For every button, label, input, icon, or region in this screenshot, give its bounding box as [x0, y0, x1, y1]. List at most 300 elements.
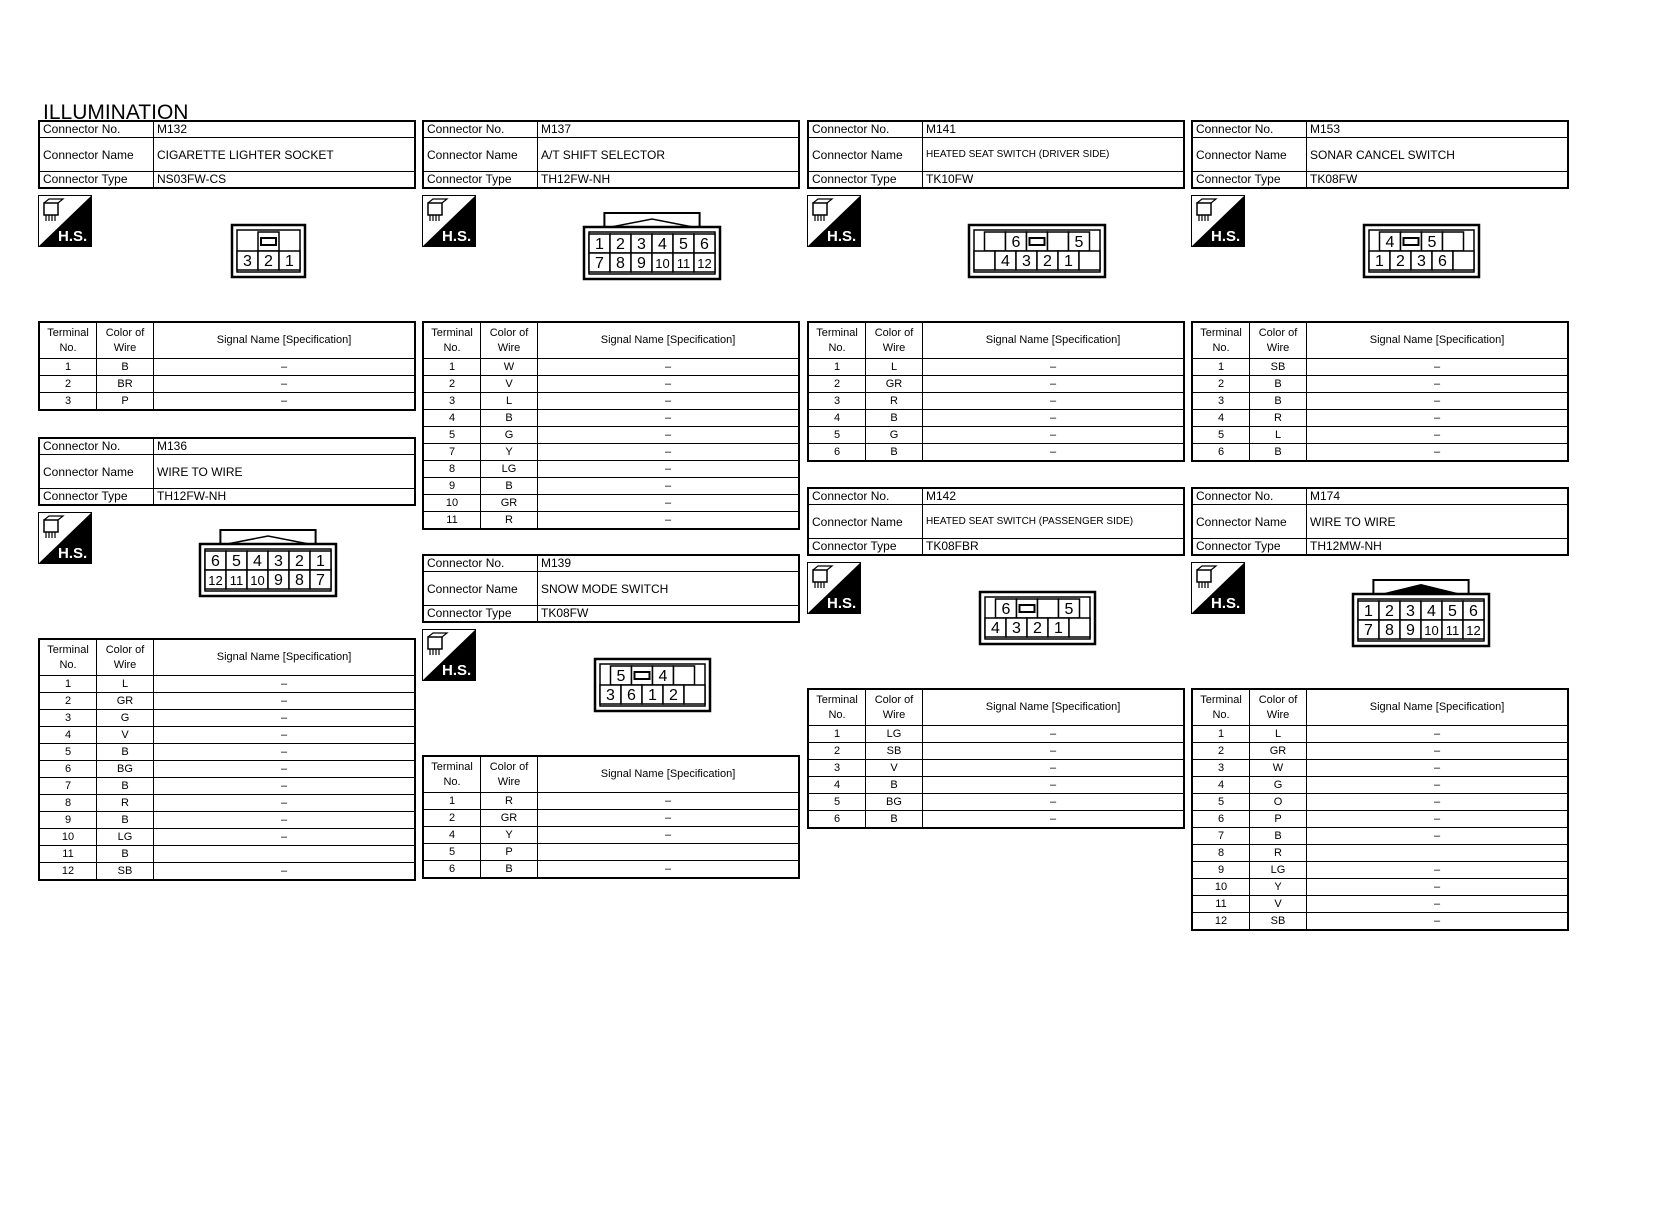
terminal-no-header: Terminal No.: [39, 639, 97, 676]
signal-name: –: [538, 359, 800, 376]
pin-number: 2: [616, 236, 625, 253]
terminal-no: 5: [808, 427, 866, 444]
pin-number: 2: [263, 253, 273, 270]
terminal-no: 10: [1192, 879, 1250, 896]
connector-no-value: M153: [1307, 121, 1569, 138]
terminal-no: 9: [423, 478, 481, 495]
terminal-no: 4: [423, 410, 481, 427]
connector-name-value: A/T SHIFT SELECTOR: [538, 138, 800, 172]
connector-block-m174: [1191, 487, 1569, 931]
connector-no-label: Connector No.: [39, 121, 154, 138]
signal-name-header: Signal Name [Specification]: [538, 756, 800, 793]
wire-color: BR: [97, 376, 154, 393]
terminal-no: 1: [423, 793, 481, 810]
color-of-wire-header: Color of Wire: [481, 756, 538, 793]
wire-color: SB: [1250, 359, 1307, 376]
terminal-no: 5: [423, 427, 481, 444]
connector-block-m141: [807, 120, 1185, 462]
connector-type-label: Connector Type: [808, 172, 923, 189]
table-row: [1192, 760, 1568, 777]
signal-name: –: [1307, 444, 1569, 462]
wire-color: B: [97, 359, 154, 376]
signal-name: –: [923, 743, 1185, 760]
connector-type-value: TK08FW: [538, 606, 800, 623]
pin-number: 12: [1466, 623, 1481, 638]
wire-color: LG: [97, 829, 154, 846]
wire-color: B: [1250, 393, 1307, 410]
pin-number: 5: [1064, 601, 1073, 618]
pin-number: 4: [1427, 603, 1436, 620]
wire-color: BG: [97, 761, 154, 778]
signal-name-header: Signal Name [Specification]: [154, 639, 416, 676]
signal-name: –: [154, 693, 416, 710]
wire-color: GR: [97, 693, 154, 710]
connector-type-value: TH12MW-NH: [1307, 539, 1569, 556]
terminal-no: 6: [1192, 444, 1250, 462]
terminal-no: 5: [1192, 427, 1250, 444]
table-row: [423, 793, 799, 810]
signal-name: –: [538, 410, 800, 427]
table-row: [39, 693, 415, 710]
table-row: [1192, 828, 1568, 845]
pin-number: 9: [1406, 622, 1415, 639]
connector-name-label: Connector Name: [808, 138, 923, 172]
connector-block-m139: [422, 554, 800, 879]
pin-assignment-table: [422, 755, 800, 879]
pin-assignment-table: [1191, 688, 1569, 931]
wire-color: V: [481, 376, 538, 393]
pin-number: 5: [1448, 603, 1457, 620]
wire-color: G: [97, 710, 154, 727]
connector-no-value: M141: [923, 121, 1185, 138]
signal-name: –: [154, 761, 416, 778]
connector-type-label: Connector Type: [39, 489, 154, 506]
terminal-no: 8: [423, 461, 481, 478]
terminal-no: 1: [1192, 359, 1250, 376]
terminal-no: 3: [808, 393, 866, 410]
hs-harness-side-icon: [807, 562, 861, 614]
signal-name: –: [923, 376, 1185, 393]
connector-face-diagram: [582, 211, 722, 281]
pin-number: 3: [605, 687, 615, 704]
wire-color: P: [481, 844, 538, 861]
terminal-no: 6: [808, 444, 866, 462]
pin-assignment-table: [38, 638, 416, 881]
connector-block-m132: [38, 120, 416, 411]
signal-name: –: [923, 444, 1185, 462]
signal-name: –: [923, 359, 1185, 376]
signal-name: –: [154, 727, 416, 744]
table-row: [808, 427, 1184, 444]
connector-name-value: WIRE TO WIRE: [154, 455, 416, 489]
connector-face-diagram: [1362, 223, 1481, 279]
table-row: [1192, 794, 1568, 811]
pin-cell: [1037, 599, 1058, 618]
signal-name: –: [154, 393, 416, 411]
terminal-no: 9: [1192, 862, 1250, 879]
pin-number: 3: [1011, 620, 1021, 637]
hs-label: H.S.: [827, 595, 857, 612]
color-of-wire-header: Color of Wire: [97, 322, 154, 359]
pin-number: 11: [1445, 623, 1460, 638]
table-row: [423, 827, 799, 844]
wire-color: V: [1250, 896, 1307, 913]
wire-color: SB: [866, 743, 923, 760]
terminal-no: 10: [423, 495, 481, 512]
wire-color: L: [97, 676, 154, 693]
connector-no-label: Connector No.: [423, 121, 538, 138]
table-row: [1192, 896, 1568, 913]
table-row: [808, 359, 1184, 376]
connector-header-table: [422, 120, 800, 189]
table-row: [1192, 862, 1568, 879]
connector-diagram-area: [422, 189, 800, 321]
wire-color: B: [866, 811, 923, 829]
pin-number: 8: [1385, 622, 1394, 639]
signal-name: –: [1307, 777, 1569, 794]
wire-color: R: [481, 793, 538, 810]
terminal-no: 6: [39, 761, 97, 778]
wire-color: SB: [1250, 913, 1307, 931]
terminal-no: 12: [1192, 913, 1250, 931]
table-row: [1192, 726, 1568, 743]
wire-color: BG: [866, 794, 923, 811]
pin-number: 11: [676, 256, 691, 271]
hs-harness-side-icon: [38, 195, 92, 247]
color-of-wire-header: Color of Wire: [866, 322, 923, 359]
pin-number: 3: [1022, 253, 1031, 270]
terminal-no: 5: [39, 744, 97, 761]
terminal-no: 1: [808, 726, 866, 743]
terminal-no: 1: [423, 359, 481, 376]
terminal-no: 1: [808, 359, 866, 376]
wire-color: G: [481, 427, 538, 444]
wire-color: B: [866, 444, 923, 462]
table-row: [423, 861, 799, 879]
pin-number: 4: [990, 620, 1000, 637]
pin-number: 3: [1416, 253, 1426, 270]
wire-color: B: [866, 777, 923, 794]
signal-name: –: [538, 495, 800, 512]
table-row: [1192, 845, 1568, 862]
wire-color: B: [481, 861, 538, 879]
signal-name: –: [923, 777, 1185, 794]
wire-color: B: [866, 410, 923, 427]
connector-name-value: WIRE TO WIRE: [1307, 505, 1569, 539]
pin-number: 1: [1374, 253, 1384, 270]
terminal-no: 2: [808, 743, 866, 760]
signal-name-header: Signal Name [Specification]: [923, 322, 1185, 359]
pin-number: 12: [208, 573, 223, 588]
connector-header-table: [1191, 487, 1569, 556]
table-row: [39, 359, 415, 376]
pin-number: 2: [295, 553, 304, 570]
connector-name-value: HEATED SEAT SWITCH (PASSENGER SIDE): [923, 505, 1185, 539]
table-row: [39, 376, 415, 393]
table-row: [39, 676, 415, 693]
pin-cell: [1453, 251, 1474, 270]
table-row: [39, 846, 415, 863]
connector-no-label: Connector No.: [423, 555, 538, 572]
table-row: [423, 512, 799, 530]
connector-type-label: Connector Type: [1192, 172, 1307, 189]
lock-tab: [1030, 238, 1045, 245]
wire-color: LG: [866, 726, 923, 743]
table-row: [423, 359, 799, 376]
table-row: [423, 844, 799, 861]
terminal-no: 2: [808, 376, 866, 393]
terminal-no: 9: [39, 812, 97, 829]
terminal-no-header: Terminal No.: [39, 322, 97, 359]
pin-cell: [1069, 618, 1090, 637]
pin-number: 9: [637, 255, 646, 272]
signal-name: –: [923, 427, 1185, 444]
terminal-no: 4: [39, 727, 97, 744]
table-row: [808, 376, 1184, 393]
pin-number: 6: [211, 553, 220, 570]
pin-number: 12: [697, 256, 712, 271]
pin-assignment-table: [807, 321, 1185, 462]
signal-name: –: [154, 829, 416, 846]
pin-number: 2: [1395, 253, 1405, 270]
pin-number: 1: [1064, 253, 1073, 270]
signal-name: –: [538, 478, 800, 495]
table-row: [423, 478, 799, 495]
terminal-no: 3: [1192, 393, 1250, 410]
terminal-no-header: Terminal No.: [1192, 322, 1250, 359]
connector-face-diagram: [593, 657, 712, 713]
signal-name: –: [538, 861, 800, 879]
terminal-no: 12: [39, 863, 97, 881]
connector-face-diagram: [1351, 578, 1491, 648]
terminal-no: 11: [423, 512, 481, 530]
pin-number: 1: [284, 253, 294, 270]
table-row: [808, 726, 1184, 743]
table-row: [423, 376, 799, 393]
connector-header-table: [1191, 120, 1569, 189]
signal-name: –: [1307, 726, 1569, 743]
hs-harness-side-icon: [1191, 562, 1245, 614]
table-row: [39, 812, 415, 829]
wire-color: B: [1250, 376, 1307, 393]
wire-color: Y: [481, 827, 538, 844]
color-of-wire-header: Color of Wire: [866, 689, 923, 726]
terminal-no: 5: [1192, 794, 1250, 811]
signal-name: –: [923, 410, 1185, 427]
connector-no-value: M136: [154, 438, 416, 455]
table-row: [39, 727, 415, 744]
signal-name: –: [1307, 359, 1569, 376]
wire-color: L: [866, 359, 923, 376]
pin-number: 11: [229, 573, 244, 588]
table-row: [423, 410, 799, 427]
table-row: [423, 427, 799, 444]
terminal-no: 2: [1192, 743, 1250, 760]
terminal-no: 4: [1192, 777, 1250, 794]
signal-name: –: [1307, 913, 1569, 931]
connector-face-diagram: [198, 528, 338, 598]
lock-tab: [261, 238, 276, 245]
pin-number: 3: [637, 236, 646, 253]
signal-name: –: [923, 393, 1185, 410]
signal-name: [154, 846, 416, 863]
table-row: [1192, 410, 1568, 427]
terminal-no: 5: [808, 794, 866, 811]
table-row: [39, 744, 415, 761]
terminal-no: 4: [808, 777, 866, 794]
signal-name: –: [923, 811, 1185, 829]
wire-color: L: [1250, 427, 1307, 444]
signal-name-header: Signal Name [Specification]: [538, 322, 800, 359]
pin-number: 5: [1074, 234, 1084, 251]
connector-type-value: TK08FBR: [923, 539, 1185, 556]
terminal-no: 11: [39, 846, 97, 863]
hs-label: H.S.: [1211, 595, 1241, 612]
hs-harness-side-icon: [807, 195, 861, 247]
terminal-no: 4: [1192, 410, 1250, 427]
table-row: [39, 778, 415, 795]
connector-header-table: [38, 120, 416, 189]
table-row: [1192, 913, 1568, 931]
pin-number: 5: [679, 236, 688, 253]
pin-number: 1: [316, 553, 325, 570]
pin-number: 6: [1011, 234, 1021, 251]
signal-name: –: [1307, 811, 1569, 828]
connector-no-label: Connector No.: [1192, 121, 1307, 138]
connector-type-value: TH12FW-NH: [538, 172, 800, 189]
wire-color: B: [97, 846, 154, 863]
table-row: [39, 863, 415, 881]
pin-cell: [1442, 232, 1463, 251]
table-row: [808, 777, 1184, 794]
signal-name: –: [154, 863, 416, 881]
connector-no-value: M137: [538, 121, 800, 138]
pin-number: 6: [1001, 601, 1010, 618]
wire-color: B: [97, 812, 154, 829]
terminal-no: 2: [423, 810, 481, 827]
pin-assignment-table: [38, 321, 416, 411]
connector-no-value: M174: [1307, 488, 1569, 505]
pin-assignment-table: [422, 321, 800, 530]
signal-name: –: [1307, 896, 1569, 913]
connector-name-value: HEATED SEAT SWITCH (DRIVER SIDE): [923, 138, 1185, 172]
wire-color: B: [481, 410, 538, 427]
pin-number: 4: [1001, 253, 1010, 270]
wire-color: GR: [481, 810, 538, 827]
color-of-wire-header: Color of Wire: [1250, 689, 1307, 726]
signal-name: –: [154, 795, 416, 812]
wire-color: GR: [866, 376, 923, 393]
connector-type-label: Connector Type: [1192, 539, 1307, 556]
terminal-no: 1: [39, 359, 97, 376]
wire-color: Y: [1250, 879, 1307, 896]
table-row: [1192, 393, 1568, 410]
wire-color: V: [97, 727, 154, 744]
connector-type-value: TK10FW: [923, 172, 1185, 189]
pin-number: 2: [668, 687, 678, 704]
connector-diagram-area: [38, 506, 416, 638]
pin-number: 6: [626, 687, 636, 704]
pin-number: 10: [250, 573, 265, 588]
terminal-no-header: Terminal No.: [808, 322, 866, 359]
connector-no-label: Connector No.: [808, 121, 923, 138]
connector-type-label: Connector Type: [808, 539, 923, 556]
signal-name: –: [1307, 862, 1569, 879]
connector-header-table: [807, 487, 1185, 556]
pin-number: 6: [1469, 603, 1478, 620]
signal-name: –: [538, 793, 800, 810]
pin-table-header: [808, 689, 1184, 726]
table-row: [1192, 777, 1568, 794]
color-of-wire-header: Color of Wire: [481, 322, 538, 359]
wire-color: B: [1250, 444, 1307, 462]
connector-name-label: Connector Name: [1192, 505, 1307, 539]
signal-name: –: [538, 444, 800, 461]
signal-name: –: [538, 810, 800, 827]
table-row: [1192, 376, 1568, 393]
signal-name: –: [923, 794, 1185, 811]
signal-name: –: [1307, 427, 1569, 444]
wire-color: P: [1250, 811, 1307, 828]
pin-number: 7: [1364, 622, 1373, 639]
wire-color: GR: [481, 495, 538, 512]
table-row: [1192, 743, 1568, 760]
table-row: [808, 811, 1184, 829]
connector-block-m136: [38, 437, 416, 881]
wire-color: R: [481, 512, 538, 530]
pin-number: 8: [295, 572, 304, 589]
pin-table-header: [808, 322, 1184, 359]
signal-name: –: [538, 827, 800, 844]
pin-table-header: [39, 639, 415, 676]
pin-number: 1: [595, 236, 604, 253]
table-row: [39, 829, 415, 846]
terminal-no: 8: [39, 795, 97, 812]
hs-label: H.S.: [58, 545, 88, 562]
connector-name-label: Connector Name: [39, 138, 154, 172]
table-row: [1192, 811, 1568, 828]
connector-face: [198, 528, 338, 603]
connector-diagram-area: [807, 556, 1185, 688]
signal-name: –: [154, 359, 416, 376]
table-row: [1192, 444, 1568, 462]
connector-block-m142: [807, 487, 1185, 829]
wire-color: G: [866, 427, 923, 444]
terminal-no: 2: [39, 693, 97, 710]
signal-name: –: [1307, 879, 1569, 896]
connector-face: [593, 657, 712, 718]
table-row: [808, 743, 1184, 760]
connector-diagram-area: [807, 189, 1185, 321]
color-of-wire-header: Color of Wire: [1250, 322, 1307, 359]
terminal-no: 7: [39, 778, 97, 795]
pin-number: 5: [1427, 234, 1436, 251]
connector-no-label: Connector No.: [39, 438, 154, 455]
signal-name: –: [538, 393, 800, 410]
connector-name-label: Connector Name: [39, 455, 154, 489]
terminal-no-header: Terminal No.: [808, 689, 866, 726]
terminal-no: 4: [808, 410, 866, 427]
lock-tab: [1019, 605, 1034, 612]
wire-color: LG: [1250, 862, 1307, 879]
pin-number: 3: [242, 253, 252, 270]
pin-cell: [673, 666, 694, 685]
signal-name: –: [1307, 393, 1569, 410]
connector-type-value: TH12FW-NH: [154, 489, 416, 506]
signal-name: –: [1307, 410, 1569, 427]
terminal-no: 3: [39, 710, 97, 727]
connector-name-label: Connector Name: [808, 505, 923, 539]
